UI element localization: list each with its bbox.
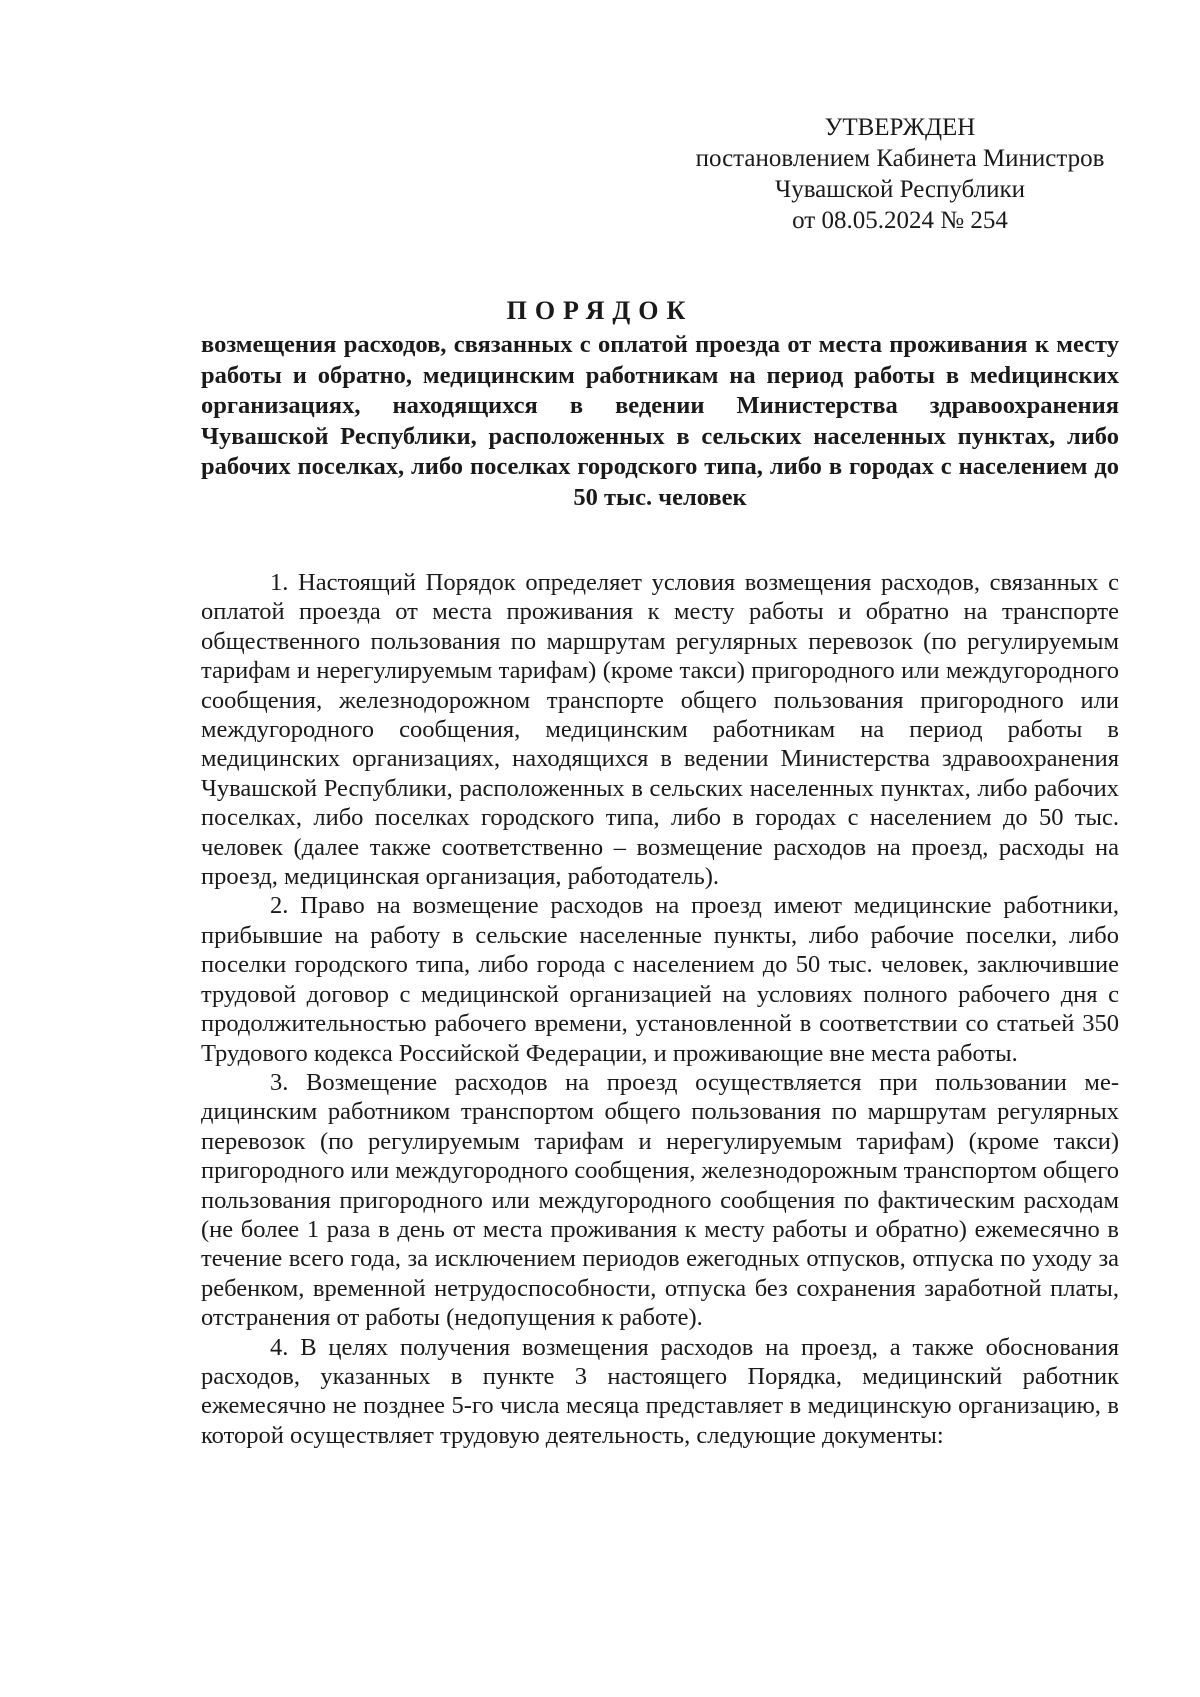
approval-heading: УТВЕРЖДЕН	[824, 114, 976, 141]
paragraph-4: 4. В целях получения возмещения расходов на проезд, а также обоснования расходов, указанных в пункте 3 настоящего Порядка, медицинский работник ежемесячно не позднее 5-го числа месяца представляет в медицинскую организацию, в которой осуществляет трудовую деятельность, следующие документы:	[201, 1333, 1119, 1449]
approval-stamp	[660, 112, 1140, 236]
paragraph-1: 1. Настоящий Порядок определяет условия возмещения расходов, связанных с оплатой проезда от места проживания к месту работы и обратно на транспорте общественного пользования по маршрутам регулярных перевозок (по регулируемым тарифам и нерегулируемым тарифам) (кроме такси) пригородного или междугородного сообщения, железнодорожном транспорте общего пользования пригородного или междугородного сообщения, медицинским работникам на период работы в медицинских организациях, находящихся в ведении Министерства здравоохранения Чувашской Республики, расположенных в сельских населенных пунктах, либо рабочих поселках, либо поселках городского типа, либо в городах с населением до 50 тыс. человек (далее также соответственно – возмещение расходов на проезд, расходы на проезд, медицинская организация, работодатель).	[201, 569, 1119, 891]
approval-date-number: от 08.05.2024 № 254	[792, 207, 1008, 234]
document-body	[201, 568, 1119, 1450]
document-title: ПОРЯДОК	[506, 296, 694, 325]
paragraph-3: 3. Возмещение расходов на проезд осуществляется при пользовании медицинским работником транспортом общего пользования по маршрутам регулярных перевозок (по регулируемым тарифам и нерегулируемым тарифам) (кроме такси) пригородного или междугородного сообщения, железнодорожным транспортом общего пользования пригородного или междугородного сообщения по фактическим расходам (не более 1 раза в день от места проживания к месту работы и обратно) ежемесячно в течение всего года, за исключением периодов ежегодных отпусков, отпуска по уходу за ребенком, временной нетрудоспособности, отпуска без сохранения заработной платы, отстранения от работы (недопущения к работе).	[201, 1068, 1119, 1332]
approval-republic: Чувашской Республики	[774, 176, 1026, 203]
document-subtitle: возмещения расходов, связанных с оплатой проезда от места проживания к месту работы и обратно, медицинским работникам на период работы в меdицинских организациях, находящихся в ведении Министерства здравоохранения Чувашской Республики, расположенных в сельских населенных пунктах, либо рабочих поселках, либо поселках городского типа, либо в городах с населением до 50 тыс. человек	[201, 331, 1119, 511]
approval-authority: постановлением Кабинета Министров	[695, 145, 1105, 172]
paragraph-2: 2. Право на возмещение расходов на проезд имеют медицинские работники, прибывшие на работу в сельские населенные пункты, либо рабочие поселки, либо поселки городского типа, либо города с населением до 50 тыс. человек, заключившие трудовой договор с медицинской организацией на условиях полного рабочего дня с продолжительностью рабочего времени, установленной в соответствии со статьей 350 Трудового кодекса Российской Федерации, и проживающие вне места работы.	[201, 892, 1119, 1067]
